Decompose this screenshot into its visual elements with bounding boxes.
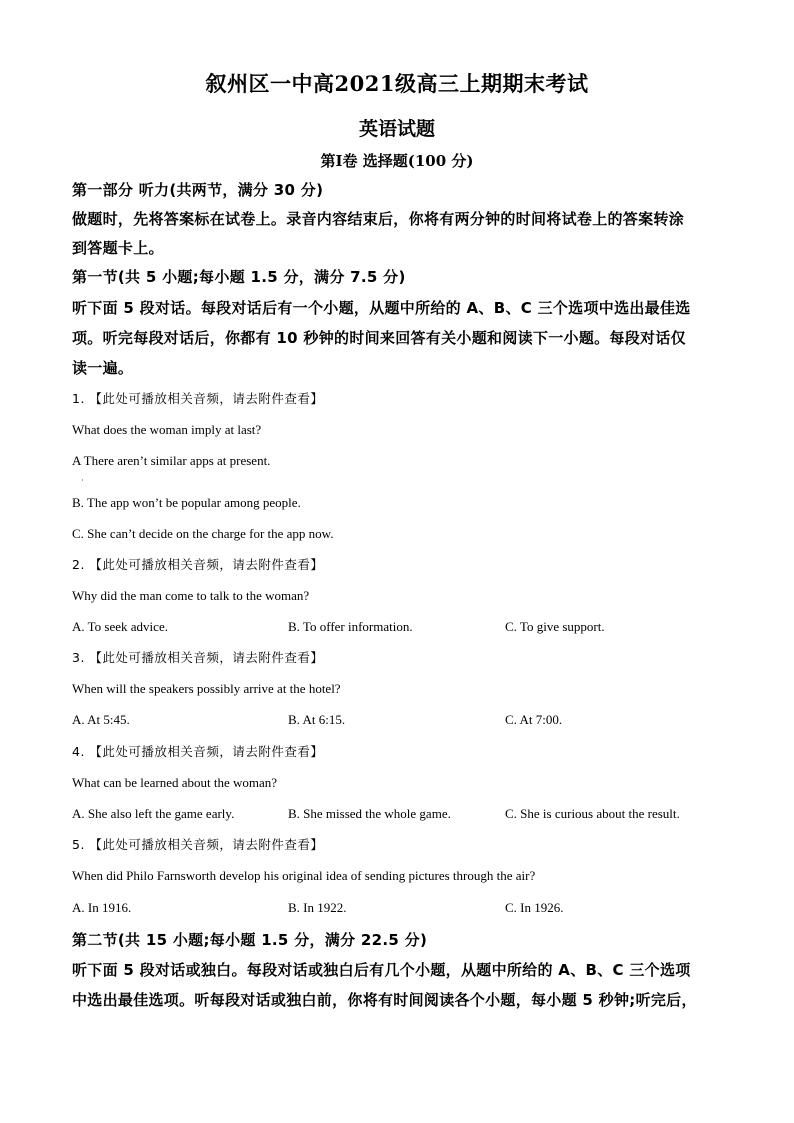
question-1-stem: What does the woman imply at last? xyxy=(72,422,262,437)
section2-heading: 第二节(共 15 小题;每小题 1.5 分，满分 22.5 分) xyxy=(72,931,428,949)
question-4-option-c: C. She is curious about the result. xyxy=(505,806,680,821)
part1-intro-line1: 做题时，先将答案标在试卷上。录音内容结束后，你将有两分钟的时间将试卷上的答案转涂 xyxy=(72,210,685,228)
question-2-option-b: B. To offer information. xyxy=(288,619,413,634)
question-4-option-b: B. She missed the whole game. xyxy=(288,806,451,821)
question-4-option-a: A. She also left the game early. xyxy=(72,806,235,821)
question-1-audio-tag: 1. 【此处可播放相关音频，请去附件查看】 xyxy=(72,391,324,406)
question-1-dot-mark: · xyxy=(81,476,84,485)
part1-heading: 第一部分 听力(共两节，满分 30 分) xyxy=(72,181,324,199)
section2-line2: 中选出最佳选项。听每段对话或独白前，你将有时间阅读各个小题，每小题 5 秒钟;听完后， xyxy=(72,991,697,1009)
question-2-option-c: C. To give support. xyxy=(505,619,605,634)
question-5-audio-tag: 5. 【此处可播放相关音频，请去附件查看】 xyxy=(72,837,324,852)
question-5-option-c: C. In 1926. xyxy=(505,900,564,915)
section1-heading: 第一节(共 5 小题;每小题 1.5 分，满分 7.5 分) xyxy=(72,268,406,286)
part1-intro-line2: 到答题卡上。 xyxy=(72,239,164,257)
question-2-audio-tag: 2. 【此处可播放相关音频，请去附件查看】 xyxy=(72,557,324,572)
question-3-stem: When will the speakers possibly arrive at the hotel? xyxy=(72,681,341,696)
section1-line2: 项。听完每段对话后，你都有 10 秒钟的时间来回答有关小题和阅读下一小题。每段对话仅 xyxy=(72,329,686,347)
exam-title: 叙州区一中高2021级高三上期期末考试 xyxy=(205,71,589,96)
question-3-option-b: B. At 6:15. xyxy=(288,712,346,727)
question-1-option-c: C. She can’t decide on the charge for the app now. xyxy=(72,526,334,541)
question-2-stem: Why did the man come to talk to the woman? xyxy=(72,588,310,603)
section2-line1: 听下面 5 段对话或独白。每段对话或独白后有几个小题，从题中所给的 A、B、C 三个选项 xyxy=(72,961,691,979)
question-5-option-b: B. In 1922. xyxy=(288,900,347,915)
question-5-stem: When did Philo Farnsworth develop his original idea of sending pictures through the air? xyxy=(72,868,536,883)
question-5-option-a: A. In 1916. xyxy=(72,900,132,915)
section1-line3: 读一遍。 xyxy=(72,359,134,377)
section1-line1: 听下面 5 段对话。每段对话后有一个小题，从题中所给的 A、B、C 三个选项中选出最佳选 xyxy=(72,299,691,317)
question-1-option-a: A There aren’t similar apps at present. xyxy=(72,453,271,468)
question-3-option-a: A. At 5:45. xyxy=(72,712,130,727)
question-4-audio-tag: 4. 【此处可播放相关音频，请去附件查看】 xyxy=(72,744,324,759)
question-3-audio-tag: 3. 【此处可播放相关音频，请去附件查看】 xyxy=(72,650,324,665)
question-3-option-c: C. At 7:00. xyxy=(505,712,563,727)
question-1-option-b: B. The app won’t be popular among people. xyxy=(72,495,301,510)
subject-title: 英语试题 xyxy=(358,118,435,140)
question-4-stem: What can be learned about the woman? xyxy=(72,775,278,790)
question-2-option-a: A. To seek advice. xyxy=(72,619,168,634)
volume-title: 第Ⅰ卷 选择题(100 分) xyxy=(320,152,474,170)
